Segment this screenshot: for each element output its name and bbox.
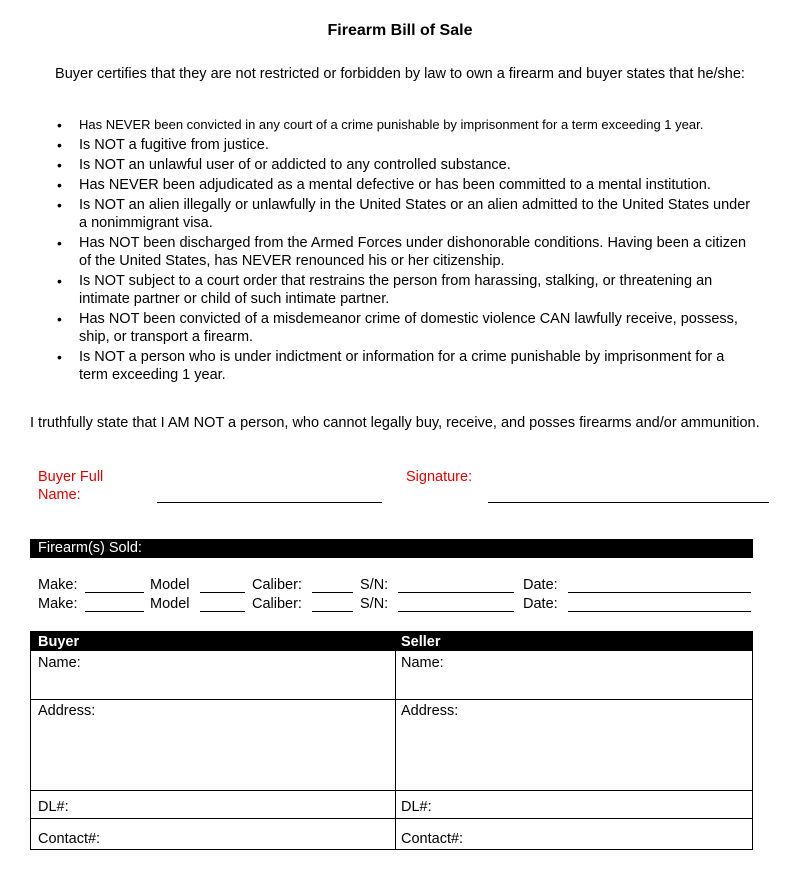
firearm-row [0, 595, 800, 614]
signature-label: Signature: [406, 469, 473, 485]
buyer-full-name-field[interactable] [157, 502, 382, 503]
caliber-field[interactable] [312, 611, 353, 612]
list-item: • Is NOT a fugitive from justice. [57, 136, 757, 154]
certification-list [57, 116, 757, 386]
firearms-sold-header [30, 539, 753, 558]
firearm-row [0, 576, 800, 595]
buyer-full-name-label: Buyer Full Name: [38, 469, 104, 503]
list-item: • Has NEVER been convicted in any court of a crime punishable by imprisonment for a term exceeding 1 year. [57, 116, 757, 134]
list-item: • Has NEVER been adjudicated as a mental defective or has been committed to a mental institution. [57, 176, 757, 194]
seller-contact-field[interactable]: Contact#: [401, 831, 464, 847]
list-item: • Is NOT an alien illegally or unlawfully in the United States or an alien admitted to the United States under a nonimmigrant visa. [57, 196, 757, 232]
sn-field[interactable] [398, 592, 514, 593]
model-label: Model [150, 596, 190, 612]
list-item: • Has NOT been discharged from the Armed Forces under dishonorable conditions. Having been a citizen of the United States, has NEVER renounced his or her citizenship. [57, 234, 757, 270]
row-divider [31, 818, 752, 819]
list-item: • Is NOT a person who is under indictment or information for a crime punishable by imprisonment for a term exceeding 1 year. [57, 348, 757, 384]
date-field[interactable] [568, 611, 751, 612]
model-label: Model [150, 577, 190, 593]
row-divider [31, 699, 752, 700]
firearms-sold-label: Firearm(s) Sold: [38, 540, 142, 556]
date-field[interactable] [568, 592, 751, 593]
buyer-dl-field[interactable]: DL#: [38, 799, 69, 815]
list-item: • Is NOT subject to a court order that restrains the person from harassing, stalking, or threatening an intimate partner or child of such intimate partner. [57, 272, 757, 308]
make-label: Make: [38, 596, 78, 612]
buyer-contact-field[interactable]: Contact#: [38, 831, 101, 847]
date-label: Date: [523, 577, 558, 593]
model-field[interactable] [200, 611, 245, 612]
list-item: • Is NOT an unlawful user of or addicted to any controlled substance. [57, 156, 757, 174]
make-field[interactable] [85, 611, 144, 612]
row-divider [31, 790, 752, 791]
seller-name-field[interactable]: Name: [401, 655, 444, 671]
sn-label: S/N: [360, 577, 389, 593]
buyer-statement: I truthfully state that I AM NOT a person, who cannot legally buy, receive, and posses firearms and/or ammunition. [30, 415, 760, 431]
make-label: Make: [38, 577, 78, 593]
table-header [31, 632, 752, 651]
sn-label: S/N: [360, 596, 389, 612]
seller-address-field[interactable]: Address: [401, 703, 459, 719]
seller-heading: Seller [401, 634, 441, 650]
buyer-address-field[interactable]: Address: [38, 703, 96, 719]
buyer-name-field[interactable]: Name: [38, 655, 81, 671]
document-title: Firearm Bill of Sale [327, 22, 473, 39]
sn-field[interactable] [398, 611, 514, 612]
caliber-label: Caliber: [252, 577, 302, 593]
caliber-field[interactable] [312, 592, 353, 593]
signature-field[interactable] [488, 502, 769, 503]
caliber-label: Caliber: [252, 596, 302, 612]
date-label: Date: [523, 596, 558, 612]
buyer-heading: Buyer [38, 634, 80, 650]
list-item: • Has NOT been convicted of a misdemeanor crime of domestic violence CAN lawfully receive, possess, ship, or transport a firearm. [57, 310, 757, 346]
model-field[interactable] [200, 592, 245, 593]
buyer-seller-table [30, 631, 753, 850]
intro-text: Buyer certifies that they are not restricted or forbidden by law to own a firearm and buyer states that he/she: [55, 66, 745, 82]
make-field[interactable] [85, 592, 144, 593]
column-divider [395, 651, 396, 849]
seller-dl-field[interactable]: DL#: [401, 799, 432, 815]
